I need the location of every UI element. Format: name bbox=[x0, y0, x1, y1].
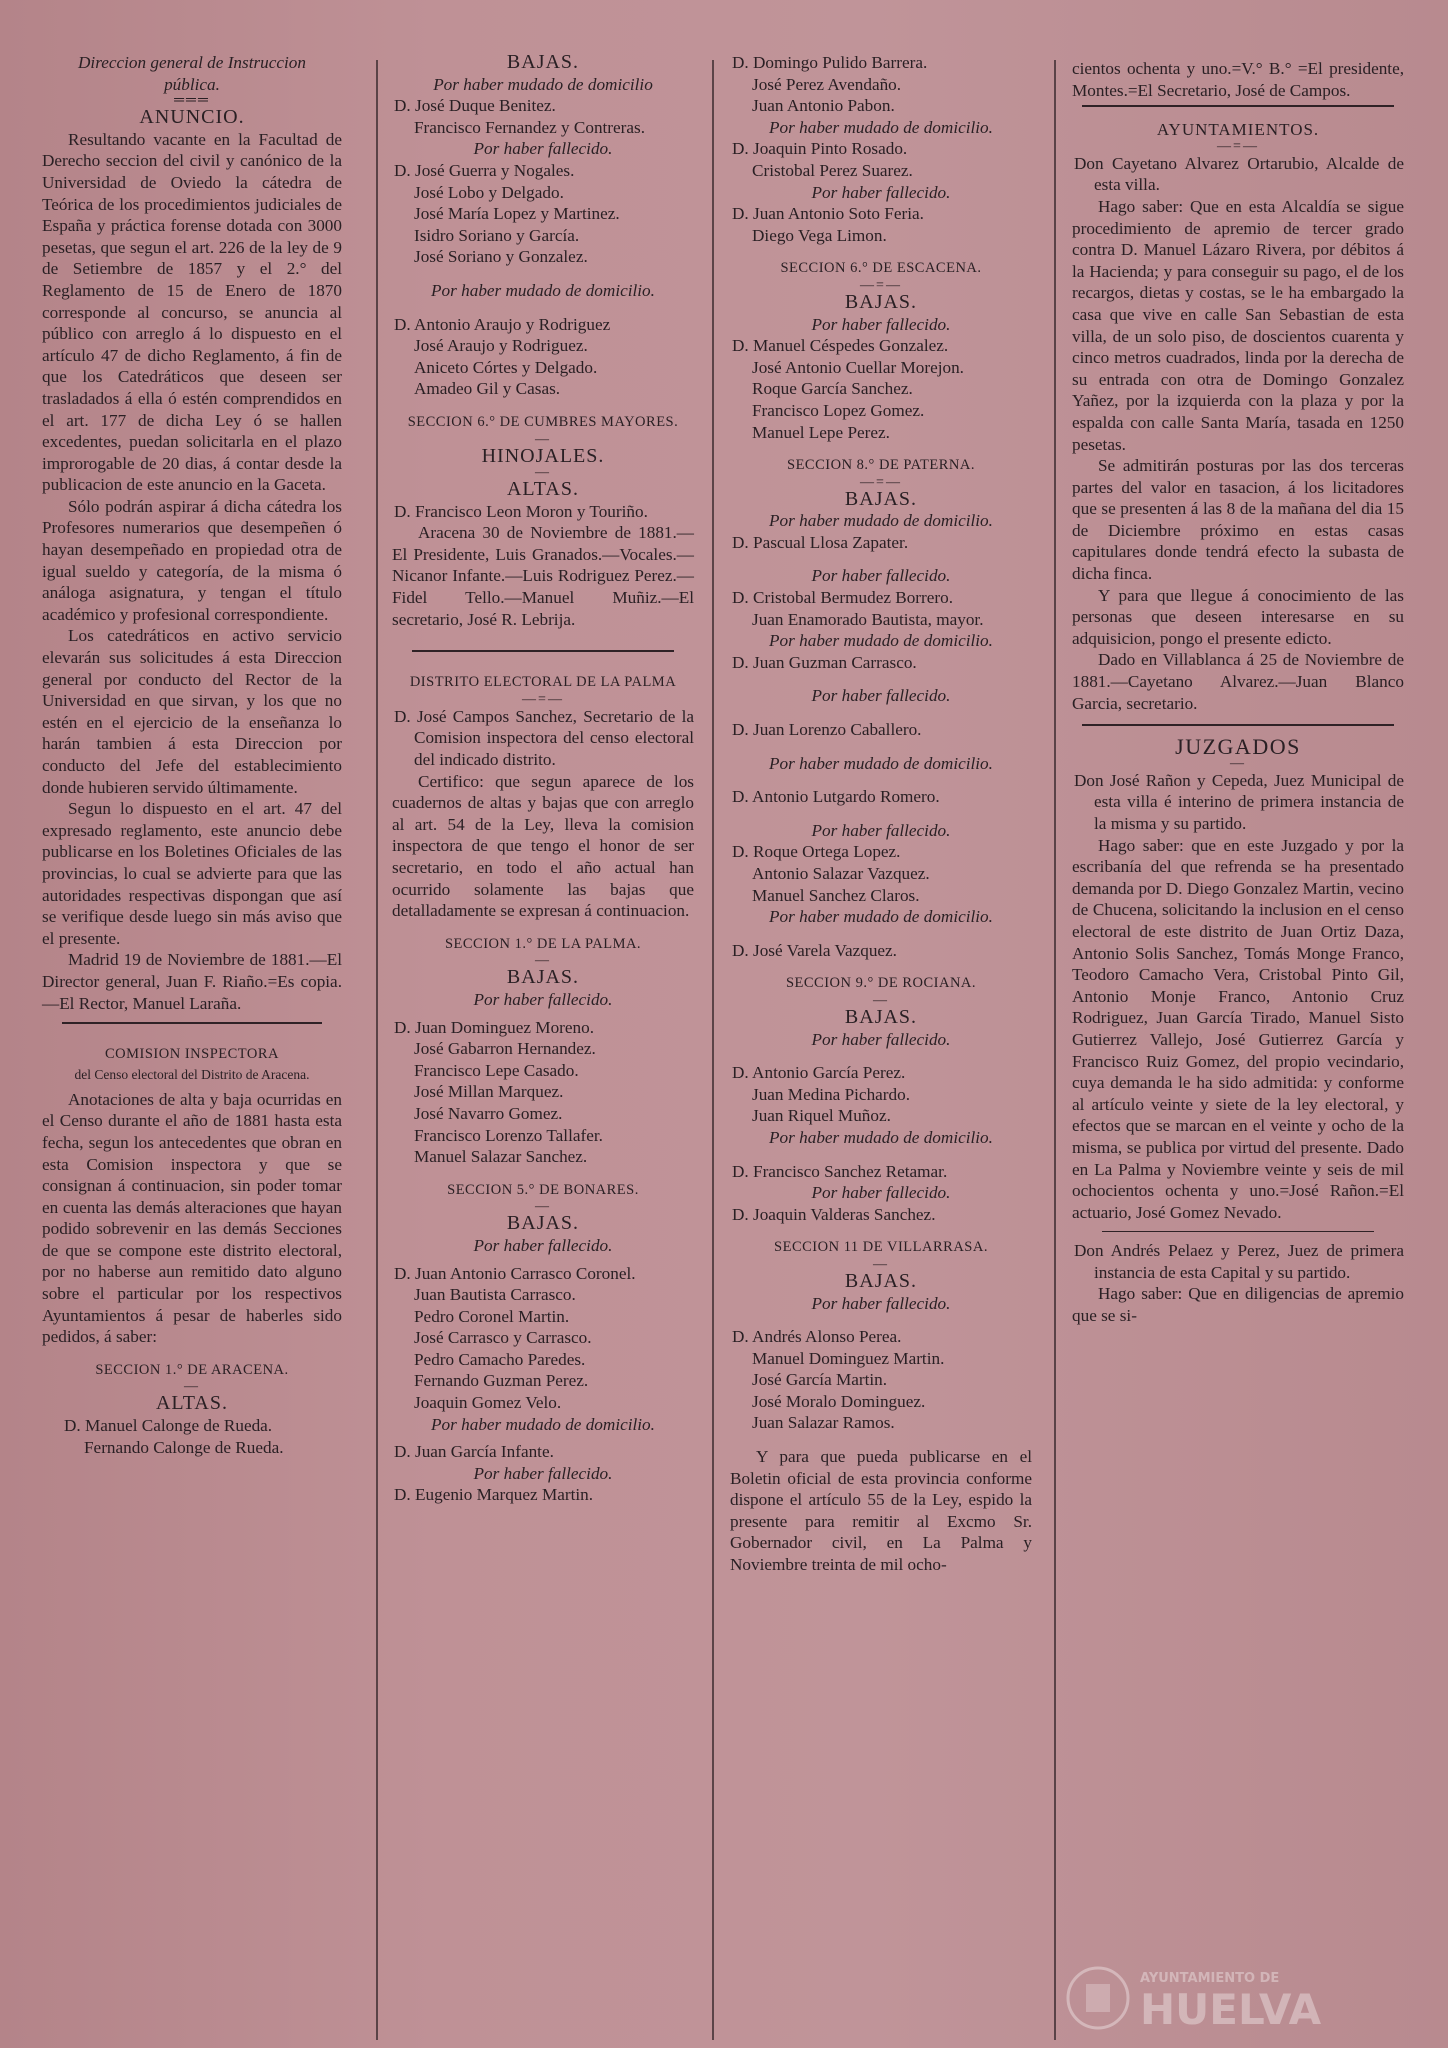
list-item: D. Roque Ortega Lopez. bbox=[732, 842, 901, 862]
divider bbox=[62, 1022, 322, 1024]
list-item: Manuel Sanchez Claros. bbox=[752, 885, 920, 905]
list-item: D. Juan Lorenzo Caballero. bbox=[732, 720, 922, 740]
bajas-label: BAJAS. bbox=[506, 966, 580, 989]
section-title: SECCION 6.° DE CUMBRES MAYORES. bbox=[407, 413, 679, 430]
list-item: José Navarro Gomez. bbox=[414, 1103, 563, 1123]
ornament: — bbox=[184, 1379, 200, 1395]
list-item: Juan Salazar Ramos. bbox=[752, 1413, 895, 1433]
list-item: D. Joaquin Pinto Rosado. bbox=[732, 139, 908, 159]
reason-label: Por haber fallecido. bbox=[473, 139, 613, 159]
column-rule bbox=[376, 60, 378, 2040]
list-item: Diego Vega Limon. bbox=[752, 225, 887, 245]
list-item: José Lobo y Delgado. bbox=[414, 182, 564, 202]
list-item: José María Lopez y Martinez. bbox=[414, 204, 620, 224]
divider bbox=[1082, 724, 1394, 726]
list-item: José García Martin. bbox=[752, 1370, 888, 1390]
list-item: Manuel Lepe Perez. bbox=[752, 422, 890, 442]
juzgados-paragraph: Hago saber: que en este Juzgado y por la escribanía del que refrenda se ha presentado demanda por D. Diego Gonzalez Martin, vecino de Chucena, solicitando la inclusion en el censo electoral de este distrito de Juan Ortiz Daza, Antonio Solis Sanchez, Tomás Monge Franco, Teodoro Camacho Vera, Cristobal Pinto Gil, Antonio Monje Franco, Antonio Cruz Rodriguez, Juan García Tirado, Manuel Sisto Gutierrez Vallejo, José Gutierrez García y Francisco Ruiz Gomez, del propio vecindario, cuya demanda le ha sido admitida: y conforme al artículo veinte y siete de la ley electoral, y efectos que se marcan en el veinte y ocho de la misma, se publica por virtud del presente. Dado en La Palma y Noviembre veinte y seis de mil ochocientos ochenta y uno.=José Rañon.=El actuario, José Gomez Nevado. bbox=[1072, 835, 1404, 1222]
bajas-label: BAJAS. bbox=[844, 1269, 918, 1292]
list-item: Antonio Salazar Vazquez. bbox=[752, 864, 930, 883]
list-item: Manuel Dominguez Martin. bbox=[752, 1348, 945, 1368]
column-2 bbox=[392, 52, 694, 1506]
column-1 bbox=[42, 52, 342, 1458]
column-3 bbox=[730, 52, 1032, 1576]
bajas-label: BAJAS. bbox=[844, 290, 918, 313]
list-item: Francisco Lorenzo Tallafer. bbox=[414, 1125, 603, 1145]
section-title: SECCION 8.° DE PATERNA. bbox=[787, 457, 975, 474]
list-item: D. Francisco Leon Moron y Touriño. bbox=[394, 501, 648, 521]
ayuntamientos-signature: Dado en Villablanca á 25 de Noviembre de 1881.—Cayetano Alvarez.—Juan Blanco Garcia, secretario. bbox=[1072, 650, 1404, 713]
commission-title: COMISION INSPECTORA bbox=[105, 1046, 279, 1063]
reason-label: Por haber mudado de domicilio. bbox=[769, 117, 993, 137]
juzgados-heading: Don José Rañon y Cepeda, Juez Municipal de esta villa é interino de primera instancia de la misma y su partido. bbox=[1074, 770, 1404, 833]
bajas-label: BAJAS. bbox=[844, 487, 918, 510]
list-item: D. Manuel Calonge de Rueda. bbox=[64, 1416, 273, 1436]
section-title: SECCION 1.° DE ARACENA. bbox=[95, 1361, 289, 1378]
reason-label: Por haber fallecido. bbox=[473, 1235, 613, 1255]
list-item: D. Joaquin Valderas Sanchez. bbox=[732, 1204, 936, 1224]
list-item: Juan Bautista Carrasco. bbox=[414, 1285, 576, 1305]
closing-paragraph: Y para que pueda publicarse en el Boletin oficial de esta provincia conforme dispone el artículo 55 de la Ley, espido la presente para remitir al Excmo Sr. Gobernador civil, en La Palma y Noviembre treinta de mil ocho- bbox=[730, 1447, 1032, 1575]
list-item: José Moralo Dominguez. bbox=[752, 1391, 926, 1411]
reason-label: Por haber fallecido. bbox=[811, 686, 951, 706]
juzgados-paragraph: Hago saber: Que en diligencias de apremio que se si- bbox=[1072, 1284, 1404, 1326]
announcement-paragraph: Sólo podrán aspirar á dicha cátedra los Profesores numerarios que desempeñen ó hayan desempeñado en propiedad otra de igual sueldo y categoría, de la misma ó análoga asignatura, y tengan el título académico y profesional correspondiente. bbox=[42, 496, 342, 624]
column-4 bbox=[1072, 58, 1404, 1327]
list-item: D. Antonio García Perez. bbox=[732, 1063, 906, 1083]
list-item: D. José Duque Benitez. bbox=[394, 96, 556, 116]
list-item: Juan Enamorado Bautista, mayor. bbox=[752, 609, 984, 629]
seal-emblem-shield bbox=[1086, 1984, 1110, 2012]
list-item: Pedro Camacho Paredes. bbox=[414, 1349, 586, 1369]
reason-label: Por haber mudado de domicilio. bbox=[769, 511, 993, 531]
reason-label: Por haber fallecido. bbox=[811, 182, 951, 202]
seal-line-2: HUELVA bbox=[1140, 1985, 1322, 2034]
district-paragraph: Certifico: que segun aparece de los cuadernos de altas y bajas que con arreglo al art. 54 de la Ley, lleva la comision inspectora de que tengo el honor de ser secretario, en todo el año actual han ocurrido solamente las bajas que detalladamente se expresan á continuacion. bbox=[392, 771, 694, 921]
district-paragraph: D. José Campos Sanchez, Secretario de la Comision inspectora del censo electoral del indicado distrito. bbox=[394, 706, 694, 770]
commission-paragraph: Anotaciones de alta y baja ocurridas en el Censo durante el año de 1881 hasta esta fecha, segun los antecedentes que obran en esta Comision inspectora y que se consignan á continuacion, sin poder tomar en cuenta las demás alteraciones que hayan podido sobrevenir en las demás Secciones de que se compone este distrito electoral, por no haberse aun remitido dato alguno sobre el particular por los respectivos Ayuntamientos á pesar de haberles sido pedidos, á saber: bbox=[42, 1089, 342, 1347]
ornament: —=— bbox=[1217, 138, 1259, 154]
divider bbox=[412, 650, 674, 652]
list-item: D. Pascual Llosa Zapater. bbox=[732, 532, 909, 552]
section-title: SECCION 11 DE VILLARRASA. bbox=[774, 1239, 988, 1256]
bajas-label: BAJAS. bbox=[844, 1005, 918, 1028]
ornament: —=— bbox=[522, 691, 564, 707]
list-item: D. Juan Dominguez Moreno. bbox=[394, 1017, 595, 1037]
list-item: D. Juan García Infante. bbox=[394, 1442, 554, 1462]
reason-label: Por haber fallecido. bbox=[811, 1293, 951, 1313]
reason-label: Por haber mudado de domicilio. bbox=[431, 1414, 655, 1434]
list-item: D. Manuel Céspedes Gonzalez. bbox=[732, 336, 949, 356]
ayuntamientos-paragraph: Hago saber: Que en esta Alcaldía se sigue procedimiento de apremio de tercer grado contra D. Manuel Lázaro Rivera, por débitos á la Hacienda; y para conseguir su pago, el de los recargos, dietas y costas, se le ha embargado la casa que vive en calle San Sebastian de esta villa, de un solo piso, de doscientos cuarenta y cinco metros cuadrados, linda por la derecha de su entrada con otra de Domingo Gonzalez Yañez, por la izquierda con la plaza y por la espalda con calle Santa María, tasada en 1250 pesetas. bbox=[1072, 196, 1404, 454]
list-item: José Perez Avendaño. bbox=[752, 74, 902, 94]
ornament: — bbox=[535, 465, 551, 481]
list-item: D. Cristobal Bermudez Borrero. bbox=[732, 588, 953, 608]
reason-label: Por haber mudado de domicilio. bbox=[769, 631, 993, 651]
ornament: — bbox=[1230, 755, 1246, 771]
ayuntamientos-paragraph: Se admitirán posturas por las dos terceras partes del valor en tasacion, á los licitadores que se presenten á las 8 de la mañana del dia 15 de Diciembre próximo en estas casas capitulares donde tendrá efecto la subasta de dicha finca. bbox=[1072, 456, 1404, 584]
list-item: Juan Riquel Muñoz. bbox=[752, 1106, 891, 1126]
ornament: — bbox=[535, 431, 551, 447]
column-rule bbox=[712, 60, 714, 2040]
announcement-paragraph: Resultando vacante en la Facultad de Derecho seccion del civil y canónico de la Universidad de Oviedo la cátedra de Teórica de los procedimientos judiciales de España y práctica forense dotada con 3000 pesetas, que segun el art. 226 de la ley de 9 de Setiembre de 1857 y el 2.° del Reglamento de 15 de Enero de 1870 corresponde al concurso, se anuncia al público con arreglo á lo dispuesto en el artículo 47 de dicho Reglamento, á fin de que los Catedráticos que deseen ser trasladados á ella ó estén comprendidos en el art. 177 de dicha Ley ó se hallen excedentes, puedan solicitarla en el plazo improrogable de 20 dias, á contar desde la publicacion de este anuncio en la Gaceta. bbox=[42, 129, 342, 495]
reason-label: Por haber mudado de domicilio. bbox=[769, 1127, 993, 1147]
list-item: D. Eugenio Marquez Martin. bbox=[394, 1485, 594, 1505]
list-item: José Soriano y Gonzalez. bbox=[414, 247, 588, 267]
list-item: José Millan Marquez. bbox=[414, 1082, 564, 1102]
announcement-title: ANUNCIO. bbox=[139, 106, 245, 129]
list-item: D. Juan Antonio Soto Feria. bbox=[732, 204, 924, 224]
list-item: Amadeo Gil y Casas. bbox=[414, 379, 561, 399]
town-title: HINOJALES. bbox=[481, 444, 605, 467]
altas-label: ALTAS. bbox=[155, 1392, 228, 1415]
list-item: Fernando Guzman Perez. bbox=[414, 1371, 589, 1391]
section-title: SECCION 9.° DE ROCIANA. bbox=[785, 975, 977, 992]
continuation-paragraph: cientos ochenta y uno.=V.° B.° =El presidente, Montes.=El Secretario, José de Campos. bbox=[1072, 59, 1404, 100]
list-item: D. José Guerra y Nogales. bbox=[394, 160, 575, 180]
ornament: — bbox=[873, 992, 889, 1008]
reason-label: Por haber fallecido. bbox=[811, 1029, 951, 1049]
list-item: Cristobal Perez Suarez. bbox=[752, 160, 913, 180]
list-item: José Carrasco y Carrasco. bbox=[414, 1328, 592, 1348]
list-item: D. Antonio Lutgardo Romero. bbox=[732, 787, 940, 807]
list-item: Francisco Fernandez y Contreras. bbox=[414, 117, 645, 137]
divider bbox=[1082, 105, 1394, 107]
list-item: D. Domingo Pulido Barrera. bbox=[732, 53, 928, 72]
juzgados-title: JUZGADOS bbox=[1175, 734, 1301, 760]
announcement-signature: Madrid 19 de Noviembre de 1881.—El Director general, Juan F. Riaño.=Es copia.—El Rector, Manuel Laraña. bbox=[42, 950, 342, 1013]
announcement-paragraph: Segun lo dispuesto en el art. 47 del expresado reglamento, este anuncio debe publicarse en los Boletines Oficiales de las provincias, lo cual se advierte para que las autoridades respectivas dispongan que así se verifique desde luego sin más aviso que el presente. bbox=[42, 799, 342, 948]
list-item: José Antonio Cuellar Morejon. bbox=[752, 357, 964, 377]
list-item: Juan Antonio Pabon. bbox=[752, 96, 895, 116]
announcement-paragraph: Los catedráticos en activo servicio elevarán sus solicitudes á esta Direccion general por conducto del Rector de la Universidad en que sirvan, y los que no estén en el ejercicio de la enseñanza lo harán tambien á esta Direccion por conducto del Jefe del establecimiento donde hubieren servido últimamente. bbox=[42, 626, 342, 797]
column-rule bbox=[1054, 60, 1056, 2040]
section-title: SECCION 6.° DE ESCACENA. bbox=[780, 260, 982, 277]
ornament: — bbox=[535, 953, 551, 969]
list-item: José Araujo y Rodriguez. bbox=[414, 336, 588, 356]
list-item: José Gabarron Hernandez. bbox=[414, 1039, 596, 1059]
seal-line-1: AYUNTAMIENTO DE bbox=[1140, 1971, 1280, 1986]
district-title: DISTRITO ELECTORAL DE LA PALMA bbox=[409, 674, 677, 691]
list-item: D. José Varela Vazquez. bbox=[732, 940, 897, 960]
commission-subtitle: del Censo electoral del Distrito de Aracena. bbox=[74, 1066, 310, 1082]
reason-label: Por haber fallecido. bbox=[811, 566, 951, 586]
list-item: Joaquin Gomez Velo. bbox=[414, 1393, 562, 1413]
list-item: Isidro Soriano y García. bbox=[414, 225, 580, 245]
reason-label: Por haber mudado de domicilio. bbox=[769, 753, 993, 773]
ornament: ═══ bbox=[174, 93, 210, 109]
list-item: Francisco Lopez Gomez. bbox=[752, 400, 925, 420]
ayuntamientos-heading: Don Cayetano Alvarez Ortarubio, Alcalde de esta villa. bbox=[1074, 153, 1404, 195]
list-item: Aniceto Córtes y Delgado. bbox=[414, 357, 598, 377]
reason-label: Por haber fallecido. bbox=[811, 820, 951, 840]
reason-label: Por haber fallecido. bbox=[473, 1463, 613, 1483]
ornament: —=— bbox=[860, 474, 902, 490]
archive-seal bbox=[1060, 1952, 1360, 2042]
reason-label: Por haber mudado de domicilio. bbox=[431, 280, 655, 300]
bajas-label: BAJAS. bbox=[506, 1212, 580, 1235]
altas-label: ALTAS. bbox=[506, 478, 579, 501]
ornament: — bbox=[535, 1199, 551, 1215]
list-item: Roque García Sanchez. bbox=[752, 379, 913, 399]
list-item: D. Andrés Alonso Perea. bbox=[732, 1327, 902, 1347]
section-heading: Direccion general de Instruccion pública. bbox=[78, 53, 306, 94]
signature-paragraph: Aracena 30 de Noviembre de 1881.—El Presidente, Luis Granados.—Vocales.—Nicanor Infante.—Luis Rodriguez Perez.—Fidel Tello.—Manuel Muñiz.—El secretario, José R. Lebrija. bbox=[392, 523, 694, 629]
bajas-label: BAJAS. bbox=[506, 51, 580, 73]
section-title: SECCION 5.° DE BONARES. bbox=[447, 1181, 639, 1198]
list-item: Fernando Calonge de Rueda. bbox=[84, 1437, 284, 1457]
divider bbox=[1102, 1231, 1374, 1232]
reason-label: Por haber mudado de domicilio bbox=[433, 74, 653, 94]
list-item: Pedro Coronel Martin. bbox=[414, 1306, 570, 1326]
list-item: D. Juan Antonio Carrasco Coronel. bbox=[394, 1263, 636, 1283]
list-item: Manuel Salazar Sanchez. bbox=[414, 1147, 588, 1167]
reason-label: Por haber fallecido. bbox=[473, 989, 613, 1009]
list-item: D. Juan Guzman Carrasco. bbox=[732, 652, 917, 672]
ornament: —=— bbox=[860, 277, 902, 293]
ornament: — bbox=[873, 1256, 889, 1272]
reason-label: Por haber fallecido. bbox=[811, 314, 951, 334]
ayuntamientos-paragraph: Y para que llegue á conocimiento de las personas que deseen interesarse en su adquisicion, pongo el presente edicto. bbox=[1072, 585, 1404, 648]
list-item: Francisco Lepe Casado. bbox=[414, 1060, 579, 1080]
list-item: D. Francisco Sanchez Retamar. bbox=[732, 1161, 948, 1181]
list-item: D. Antonio Araujo y Rodriguez bbox=[394, 314, 611, 334]
section-title: SECCION 1.° DE LA PALMA. bbox=[444, 935, 642, 952]
reason-label: Por haber mudado de domicilio. bbox=[769, 907, 993, 927]
juzgados-heading: Don Andrés Pelaez y Perez, Juez de primera instancia de esta Capital y su partido. bbox=[1074, 1241, 1404, 1282]
ayuntamientos-title: AYUNTAMIENTOS. bbox=[1156, 120, 1320, 140]
list-item: Juan Medina Pichardo. bbox=[752, 1084, 910, 1104]
reason-label: Por haber fallecido. bbox=[811, 1183, 951, 1203]
